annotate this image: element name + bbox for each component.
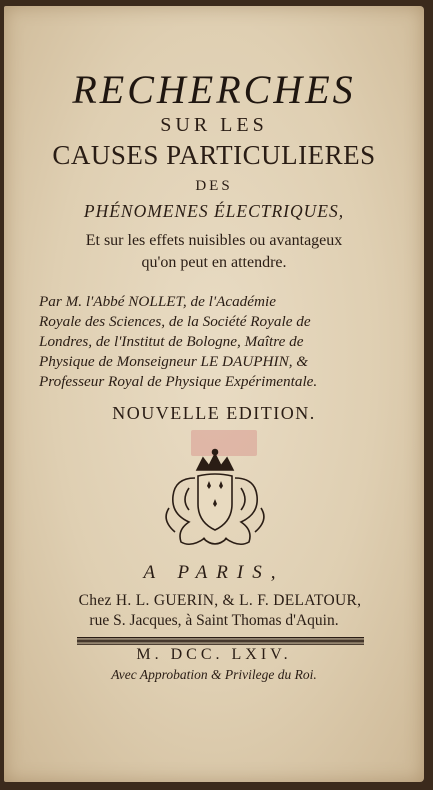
author-line: Royale des Sciences, de la Société Royale de	[39, 313, 311, 330]
publication-date: M. DCC. LXIV.	[136, 646, 292, 663]
subtitle-line-1: Et sur les effets nuisibles ou avantageux	[85, 232, 343, 249]
edition-label: NOUVELLE EDITION.	[112, 403, 316, 423]
place-of-publication: A PARIS,	[143, 562, 285, 583]
address-line: rue S. Jacques, à Saint Thomas d'Aquin.	[89, 612, 339, 629]
title-causes: CAUSES PARTICULIERES	[52, 140, 376, 170]
subtitle-line-2: qu'on peut en attendre.	[141, 254, 287, 271]
author-line: Londres, de l'Institut de Bologne, Maître de	[39, 333, 304, 350]
privilege-line: Avec Approbation & Privilege du Roi.	[111, 667, 317, 682]
title-phenomenes: PHÉNOMENES ÉLECTRIQUES,	[83, 201, 345, 221]
ornamental-rule	[77, 637, 364, 645]
royal-crown-arms-icon	[155, 448, 275, 553]
title-des: DES	[195, 178, 233, 194]
author-line: Par M. l'Abbé NOLLET, de l'Académie	[39, 293, 276, 310]
author-line: Professeur Royal de Physique Expérimentale.	[39, 373, 318, 390]
page-title: RECHERCHES	[72, 67, 356, 112]
title-sur-les: SUR LES	[160, 114, 268, 136]
publisher-line: Chez H. L. GUERIN, & L. F. DELATOUR,	[78, 592, 362, 609]
book-page	[4, 6, 424, 782]
author-line: Physique de Monseigneur LE DAUPHIN, &	[39, 353, 309, 370]
